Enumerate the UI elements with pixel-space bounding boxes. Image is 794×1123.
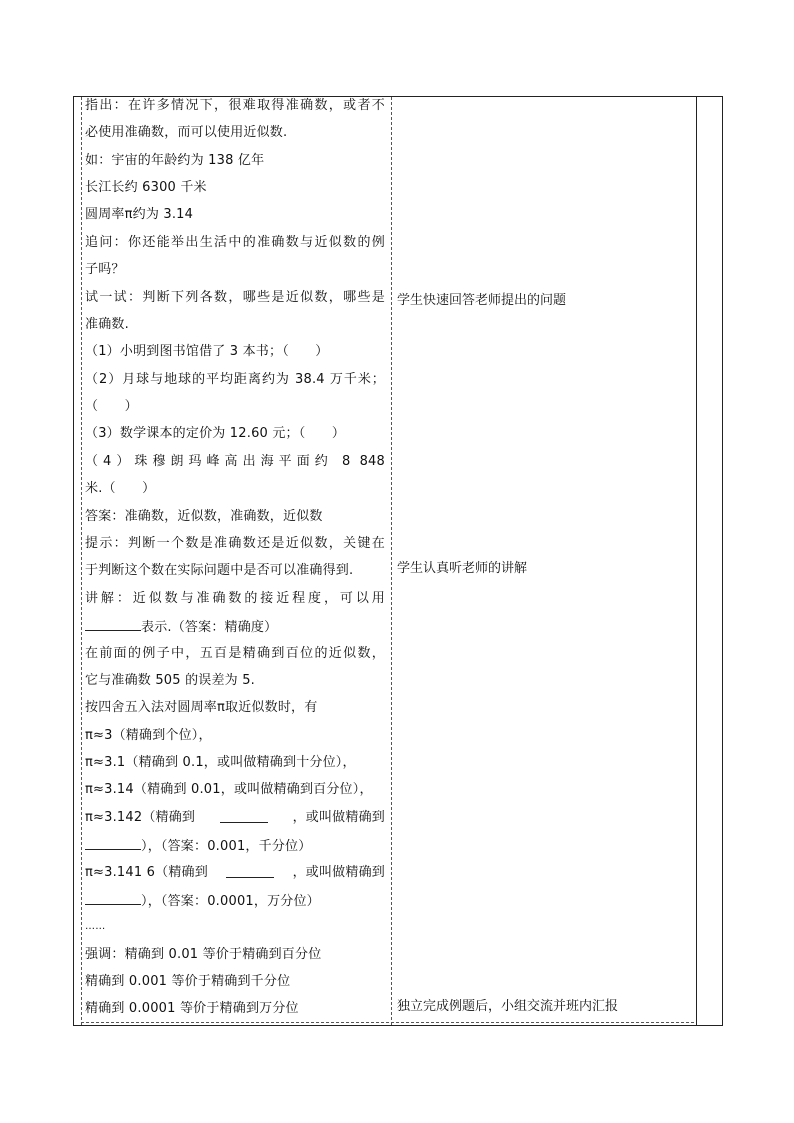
text-line: 精确到 0.001 等价于精确到千分位	[85, 974, 291, 989]
answer-blank	[85, 892, 141, 905]
text-line: 它与准确数 505 的误差为 5.	[85, 673, 256, 688]
text-line: 如：宇宙的年龄约为 138 亿年	[85, 153, 265, 168]
text-line: 圆周率π约为 3.14	[85, 207, 194, 222]
text-line: 在前面的例子中，五百是精确到百位的近似数，	[85, 646, 385, 661]
fill-blank-line: π≈3.141 6（精确到 ，或叫做精确到	[85, 865, 385, 880]
text-line: 强调：精确到 0.01 等价于精确到百分位	[85, 947, 322, 962]
text-line: 长江长约 6300 千米	[85, 180, 207, 195]
answer-blank	[85, 837, 141, 850]
answer-blank	[220, 810, 268, 823]
question-1: （1）小明到图书馆借了 3 本书；（ ）	[85, 344, 329, 359]
fill-blank-line: π≈3.142（精确到 ，或叫做精确到	[85, 810, 385, 825]
text-line: 于判断这个数在实际问题中是否可以准确得到.	[85, 563, 354, 578]
text-line: π≈3.14（精确到 0.01，或叫做精确到百分位），	[85, 782, 373, 797]
col-divider-middle	[391, 97, 392, 1025]
answer-blank	[85, 618, 141, 631]
student-activity-2: 学生认真听老师的讲解	[397, 561, 528, 576]
answer-blank	[226, 865, 274, 878]
text-line: π≈3.1（精确到 0.1，或叫做精确到十分位），	[85, 755, 356, 770]
student-activity-3: 独立完成例题后，小组交流并班内汇报	[397, 999, 619, 1014]
fill-blank-line: 表示.（答案：精确度）	[85, 618, 385, 636]
text-line: 子吗？	[85, 262, 125, 277]
text-line: （ ）	[85, 399, 138, 414]
question-4: （4）珠穆朗玛峰高出海平面约 8 848	[85, 454, 385, 469]
text-line: 指出：在许多情况下，很难取得准确数，或者不	[85, 98, 385, 113]
text-line: 讲解：近似数与准确数的接近程度，可以用	[85, 591, 385, 606]
text-line: 精确到 0.0001 等价于精确到万分位	[85, 1001, 299, 1016]
fill-blank-line: ），（答案：0.001，千分位）	[85, 837, 385, 855]
answer-line: 答案：准确数，近似数，准确数，近似数	[85, 509, 323, 524]
text-line: 试一试：判断下列各数，哪些是近似数，哪些是	[85, 290, 385, 305]
question-2: （2）月球与地球的平均距离约为 38.4 万千米；	[85, 372, 385, 387]
col-divider-left	[81, 97, 82, 1025]
ellipsis: ……	[85, 921, 106, 932]
text-line: 提示：判断一个数是准确数还是近似数，关键在	[85, 536, 385, 551]
fill-blank-line: ），（答案：0.0001，万分位）	[85, 892, 385, 910]
text-line: 米.（ ）	[85, 481, 156, 496]
col-divider-right	[696, 97, 697, 1025]
text-line: 追问：你还能举出生活中的准确数与近似数的例	[85, 235, 385, 250]
text-line: 必使用准确数，而可以使用近似数.	[85, 125, 288, 140]
student-activity-1: 学生快速回答老师提出的问题	[397, 293, 567, 308]
text-line: 按四舍五入法对圆周率π取近似数时，有	[85, 700, 318, 715]
bottom-dashed-rule	[81, 1022, 694, 1023]
text-line: π≈3（精确到个位），	[85, 728, 212, 743]
question-3: （3）数学课本的定价为 12.60 元；（ ）	[85, 426, 346, 441]
text-line: 准确数.	[85, 317, 129, 332]
